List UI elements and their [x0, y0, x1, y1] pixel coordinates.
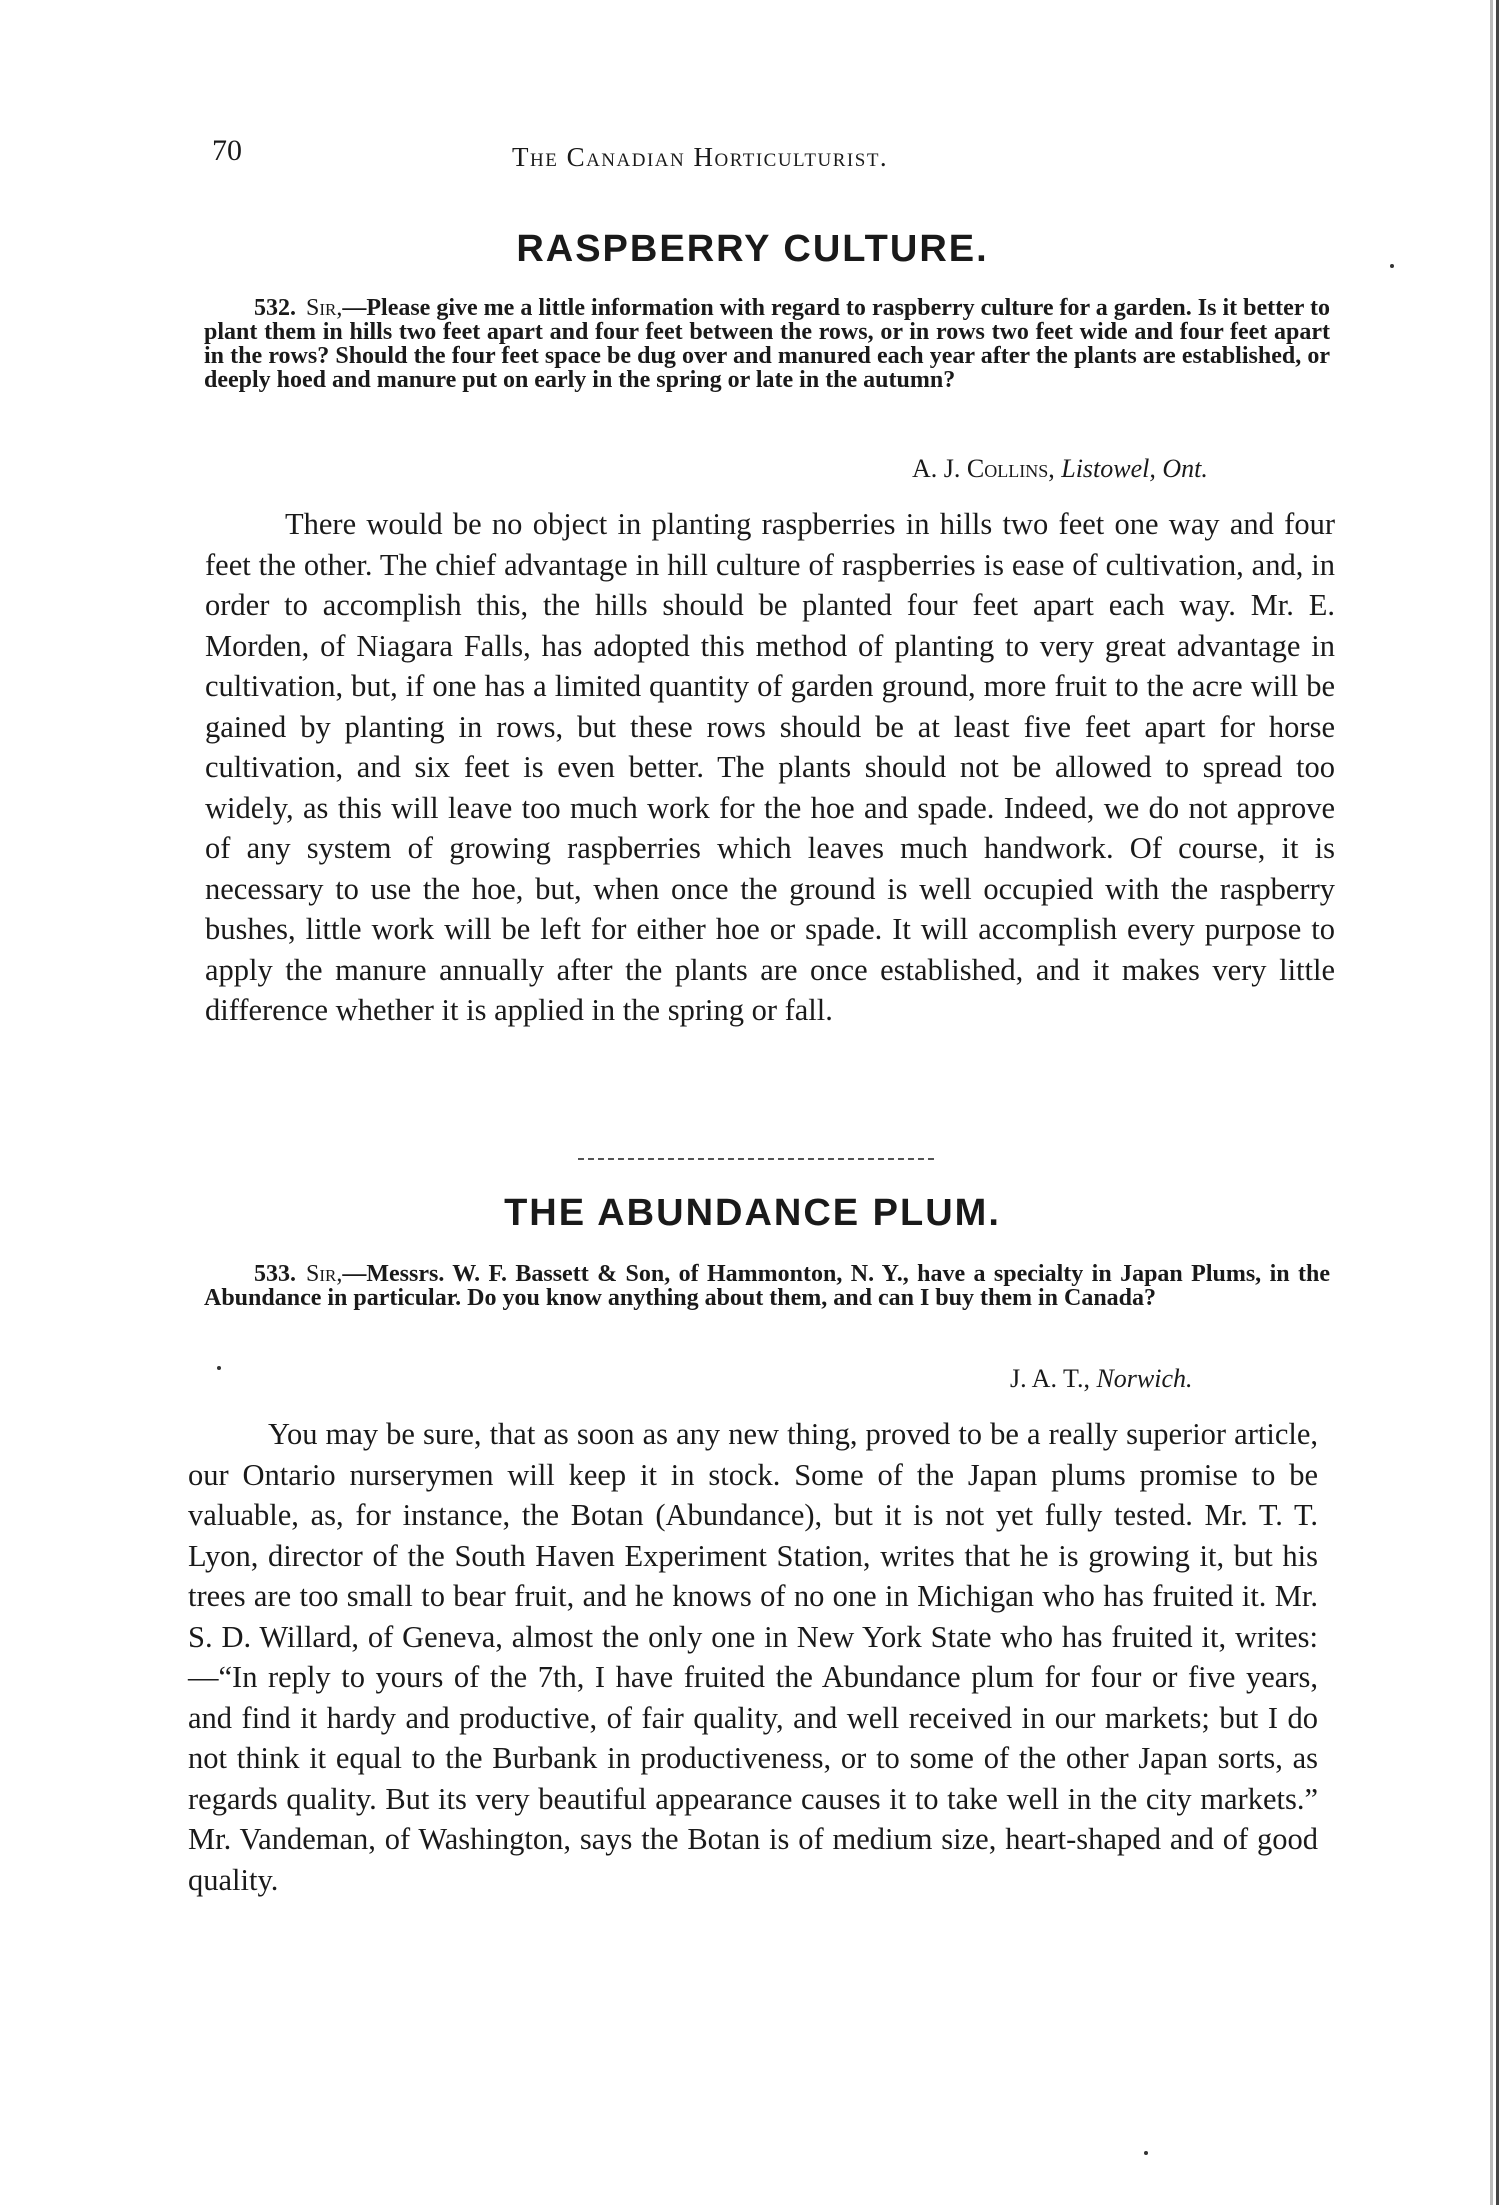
section-title-raspberry: RASPBERRY CULTURE.: [516, 228, 989, 270]
section-divider: [578, 1158, 934, 1160]
query-text: —Messrs. W. F. Bassett & Son, of Hammonton, N. Y., have a specialty in Japan Plums, in the Abundance in particular. Do you know anything about them, and can I buy them in Canada?: [204, 1261, 1330, 1311]
scan-speck: [1390, 264, 1394, 268]
query-number: 532.: [254, 295, 296, 321]
query-533: [204, 1262, 1330, 1310]
signature-name: J. A. T.,: [1010, 1364, 1090, 1393]
scan-speck: [1144, 2151, 1148, 2155]
signature-place: Norwich.: [1096, 1364, 1193, 1393]
page-number: 70: [212, 134, 242, 167]
answer-533: [188, 1414, 1318, 1900]
query-number: 533.: [254, 1261, 296, 1287]
page-edge-shadow: [1490, 0, 1493, 2205]
scan-speck: [217, 1366, 221, 1370]
running-title: The Canadian Horticulturist.: [512, 142, 889, 172]
answer-paragraph: There would be no object in planting raspberries in hills two feet one way and four feet the other. The chief advantage in hill culture of raspberries is ease of cultivation, and, in order to accomplish this, the hills should be planted four feet apart each way. Mr. E. Morden, of Niagara Falls, has adopted this method of planting to very great advantage in cultivation, but, if one has a limited quantity of garden ground, more fruit to the acre will be gained by planting in rows, but these rows should be at least five feet apart for horse cultivation, and six feet is even better. The plants should not be allowed to spread too widely, as this will leave too much work for the hoe and spade. Indeed, we do not approve of any system of growing raspberries which leaves much handwork. Of course, it is necessary to use the hoe, but, when once the ground is well occupied with the raspberry bushes, little work will be left for either hoe or spade. It will accomplish every purpose to apply the manure annually after the plants are once established, and it makes very little difference whether it is applied in the spring or fall.: [205, 507, 1335, 1027]
signature-place: Listowel, Ont.: [1061, 454, 1208, 483]
query-salutation: Sir,: [306, 295, 343, 321]
signature-name: A. J. Collins,: [912, 454, 1055, 483]
section-title-abundance-plum: THE ABUNDANCE PLUM.: [504, 1192, 1001, 1234]
signature-533: [1010, 1364, 1193, 1394]
answer-paragraph: You may be sure, that as soon as any new thing, proved to be a really superior article, our Ontario nurserymen will keep it in stock. Some of the Japan plums promise to be valuable, as, for instance, the Botan (Abundance), but it is not yet fully tested. Mr. T. T. Lyon, director of the South Haven Experiment Station, writes that he is growing it, but his trees are too small to bear fruit, and he knows of no one in Michigan who has fruited it. Mr. S. D. Willard, of Geneva, almost the only one in New York State who has fruited it, writes:—“In reply to yours of the 7th, I have fruited the Abundance plum for four or five years, and find it hardy and productive, of fair quality, and well received in our markets; but I do not think it equal to the Burbank in productiveness, or to some of the other Japan sorts, as regards quality. But its very beautiful appearance causes it to take well in the city markets.” Mr. Vandeman, of Washington, says the Botan is of medium size, heart-shaped and of good quality.: [188, 1417, 1318, 1897]
query-532: [204, 296, 1330, 392]
query-salutation: Sir,: [306, 1261, 343, 1287]
page-edge-line: [1496, 0, 1499, 2205]
signature-532: [912, 454, 1208, 484]
answer-532: [205, 504, 1335, 1031]
query-text: —Please give me a little information with regard to raspberry culture for a garden. Is it better to plant them in hills two feet apart and four feet between the rows, or in rows two feet wide and four feet apart in the rows? Should the four feet space be dug over and manured each year after the plants are established, or deeply hoed and manure put on early in the spring or late in the autumn?: [204, 295, 1330, 393]
